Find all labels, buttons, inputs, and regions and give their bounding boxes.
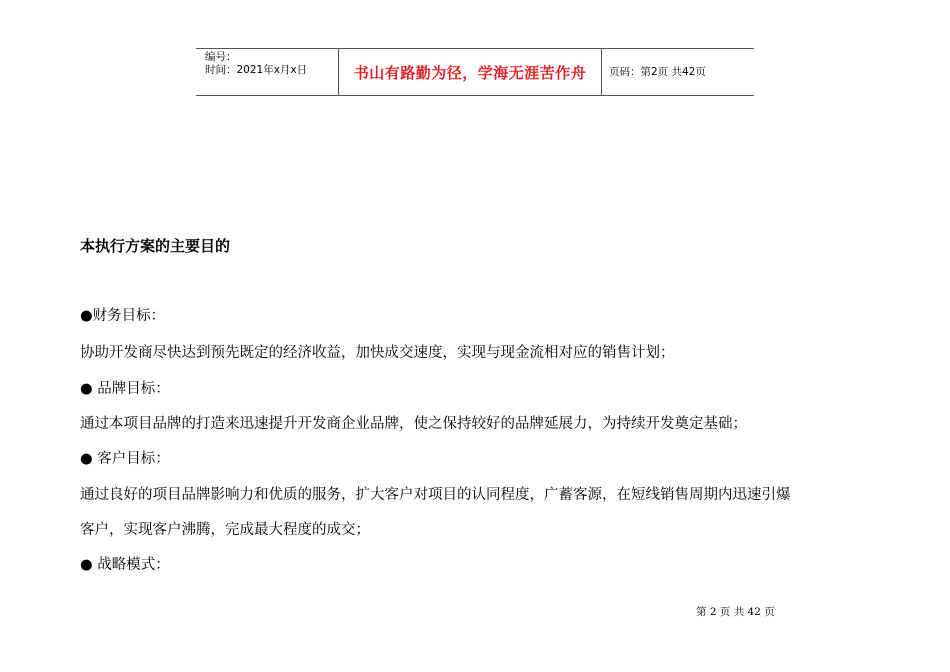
time-label: 时间：2021年x月x日 [205, 64, 308, 76]
page-footer: 第 2 页 共 42 页 [696, 606, 775, 618]
section-heading-strategy: ● 战略模式： [80, 557, 170, 573]
header-motto-cell [339, 49, 602, 95]
paragraph-brand: 通过本项目品牌的打造来迅速提升开发商企业品牌，使之保持较好的品牌延展力，为持续开发奠定基础； [80, 416, 747, 432]
section-heading-customer: ● 客户目标： [80, 451, 170, 467]
motto-text: 书山有路勤为径，学海无涯苦作舟 [353, 63, 587, 82]
section-heading-brand: ● 品牌目标： [80, 381, 170, 397]
header-page-cell [602, 49, 754, 95]
document-title: 本执行方案的主要目的 [80, 237, 231, 255]
section-heading-finance: ●财务目标： [80, 308, 166, 324]
page-info: 页码：第2页 共42页 [609, 65, 706, 78]
document-header [196, 48, 754, 96]
code-label: 编号： [205, 51, 237, 63]
paragraph-customer-line-1: 通过良好的项目品牌影响力和优质的服务，扩大客户对项目的认同程度，广蓄客源，在短线销售周期内迅速引爆 [80, 487, 791, 503]
header-meta-cell [196, 49, 339, 95]
paragraph-customer-line-2: 客户，实现客户沸腾，完成最大程度的成交； [80, 522, 370, 538]
paragraph-finance: 协助开发商尽快达到预先既定的经济收益，加快成交速度，实现与现金流相对应的销售计划； [80, 345, 675, 361]
